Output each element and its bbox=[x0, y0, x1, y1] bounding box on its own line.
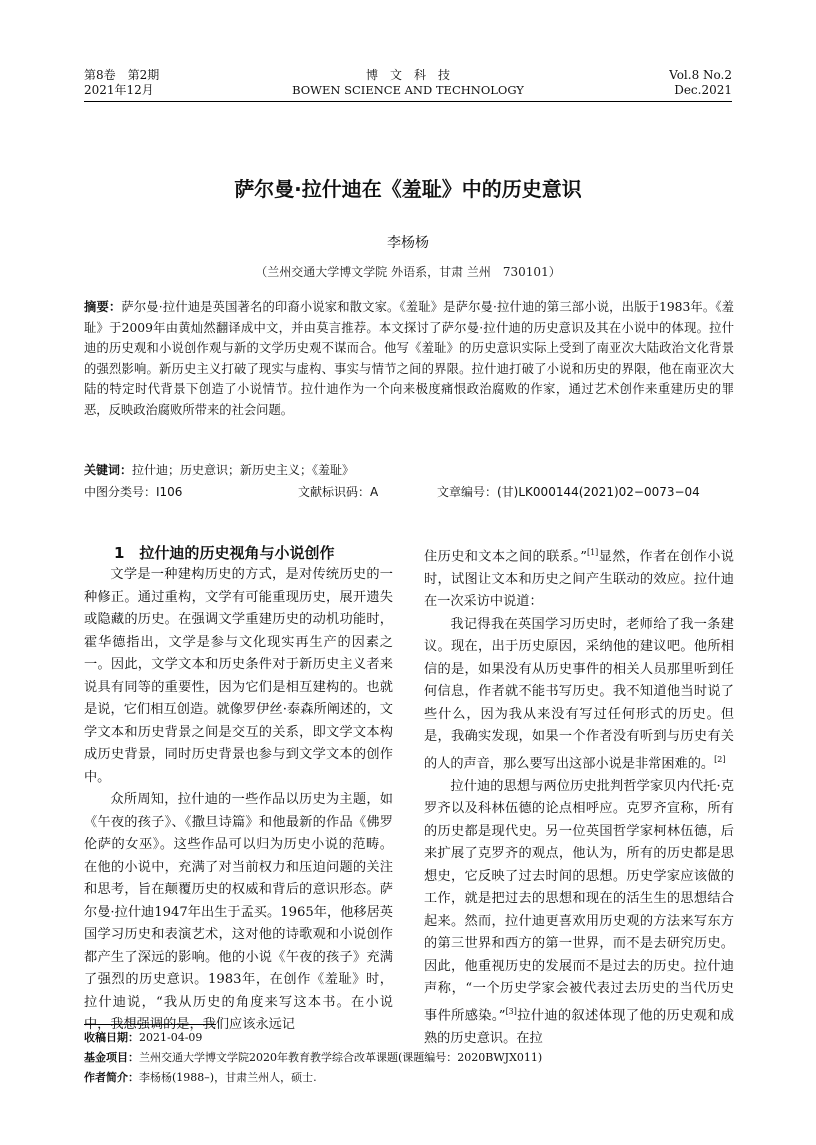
citation[interactable]: [3] bbox=[505, 1006, 517, 1016]
citation[interactable]: [2] bbox=[714, 754, 726, 764]
right-column bbox=[424, 542, 734, 1050]
journal-name: 博 文 科 技 bbox=[365, 68, 450, 82]
journal-name-en: BOWEN SCIENCE AND TECHNOLOGY bbox=[292, 83, 524, 97]
left-column bbox=[84, 542, 393, 1037]
volume-en: Vol.8 No.2 bbox=[669, 68, 732, 82]
abstract-label: 摘要： bbox=[84, 300, 122, 314]
abstract bbox=[84, 297, 734, 420]
header-rule bbox=[84, 101, 732, 102]
fund-info bbox=[84, 1050, 542, 1066]
bio-label: 作者简介： bbox=[84, 1071, 139, 1084]
keywords-text: 拉什迪；历史意识；新历史主义；《羞耻》 bbox=[132, 463, 355, 477]
paragraph-text: 拉什迪的思想与两位历史批判哲学家贝内代托·克罗齐以及科林伍德的论点相呼应。克罗齐宣称，所有的历史都是现代史。另一位英国哲学家柯林伍德，后来扩展了克罗齐的观点，他认为，所有的历史都是思想史，它反映了过去时间的思想。历史学家应该做的工作，就是把过去的思想和现在的活生生的思想结合起来。然而，拉什迪更喜欢用历史观的方法来写东方的第三世界和西方的第一世界，而不是去研究历史。因此，他重视历史的发展而不是过去的历史。拉什迪声称，“一个历史学家会被代表过去历史的当代历史事件所感染。” bbox=[424, 778, 734, 1024]
author-bio bbox=[84, 1070, 317, 1086]
affiliation: （兰州交通大学博文学院 外语系，甘肃 兰州 730101） bbox=[255, 265, 561, 279]
quote-text: 我记得我在英国学习历史时，老师给了我一条建议。现在，出于历史原因，采纳他的建议吧。他所相信的是，如果没有从历史事件的相关人员那里听到任何信息，作者就不能书写历史。我不知道他当时说了些什么，因为我从来没有写过任何形式的历史。但是，我确实发现，如果一个作者没有听到与历史有关的人的声音，那么要写出这部小说是非常困难的。 bbox=[424, 616, 734, 772]
received-date bbox=[84, 1030, 202, 1046]
bio-value: 李杨杨(1988–)，甘肃兰州人，硕士. bbox=[139, 1071, 317, 1084]
article-title: 萨尔曼·拉什迪在《羞耻》中的历史意识 bbox=[234, 177, 582, 201]
block-quote bbox=[424, 614, 734, 776]
publication-date: 2021年12月 bbox=[84, 83, 154, 97]
paragraph: 文学是一种建构历史的方式，是对传统历史的一种修正。通过重构，文学有可能重现历史，展开遗失或隐藏的历史。在强调文学重建历史的动机功能时，霍华德指出，文学是参与文化现实再生产的因素之一。因此，文学文本和历史条件对于新历史主义者来说具有同等的重要性，因为它们是相互建构的。也就是说，它们相互创造。就像罗伊丝·泰森所阐述的，文学文本和历史背景之间是交互的关系，即文学文本构成历史背景，同时历史背景也参与到文学文本的创作中。 bbox=[84, 567, 393, 785]
document-code: 文献标识码：A bbox=[298, 485, 379, 499]
fund-label: 基金项目： bbox=[84, 1051, 139, 1064]
clc-number: 中图分类号：I106 bbox=[84, 485, 183, 499]
author-name: 李杨杨 bbox=[387, 235, 429, 251]
paragraph-text: 住历史和文本之间的联系。” bbox=[424, 549, 587, 565]
keywords-label: 关键词： bbox=[84, 463, 133, 477]
abstract-text: 萨尔曼·拉什迪是英国著名的印裔小说家和散文家。《羞耻》是萨尔曼·拉什迪的第三部小说，出版于1983年。《羞耻》于2009年由黄灿然翻译成中文，并由莫言推荐。本文探讨了萨尔曼·拉什迪的历史意识及其在小说中的体现。拉什迪的历史观和小说创作观与新的文学历史观不谋而合。他写《羞耻》的历史意识实际上受到了南亚次大陆政治文化背景的强烈影响。新历史主义打破了现实与虚构、事实与情节之间的界限。拉什迪打破了小说和历史的界限，他在南亚次大陆的特定时代背景下创造了小说情节。拉什迪作为一个向来极度痛恨政治腐败的作家，通过艺术创作来重建历史的罪恶，反映政治腐败所带来的社会问题。 bbox=[84, 300, 734, 417]
volume-issue: 第8卷 第2期 bbox=[84, 68, 160, 82]
date-en: Dec.2021 bbox=[674, 83, 732, 97]
footnote-rule bbox=[84, 1024, 216, 1025]
paragraph-text: 显然，作者在创作小说时，试图让文本和历史之间产生联动的效应。拉什迪在一次采访中说道： bbox=[424, 549, 734, 610]
paragraph bbox=[424, 776, 734, 1050]
article-number: 文章编号：(甘)LK000144(2021)02−0073−04 bbox=[437, 485, 700, 499]
citation[interactable]: [1] bbox=[586, 548, 599, 557]
received-value: 2021-04-09 bbox=[139, 1031, 203, 1044]
fund-value: 兰州交通大学博文学院2020年教育教学综合改革课题(课题编号：2020BWJX011) bbox=[139, 1051, 543, 1064]
received-label: 收稿日期： bbox=[84, 1031, 139, 1044]
section-heading: 1 拉什迪的历史视角与小说创作 bbox=[114, 544, 335, 562]
paragraph: 众所周知，拉什迪的一些作品以历史为主题，如《午夜的孩子》、《撒旦诗篇》和他最新的作品《佛罗伦萨的女巫》。这些作品可以归为历史小说的范畴。在他的小说中，充满了对当前权力和压迫问题的关注和思考，旨在颠覆历史的权威和背后的意识形态。萨尔曼·拉什迪1947年出生于孟买。1965年，他移居英国学习历史和表演艺术，这对他的诗歌观和小说创作都产生了深远的影响。他的小说《午夜的孩子》充满了强烈的历史意识。1983年，在创作《羞耻》时，拉什迪说，“我从历史的角度来写这本书。在小说中，我想强调的是，我们应该永远记 bbox=[84, 792, 393, 1032]
paragraph bbox=[424, 542, 734, 614]
keywords bbox=[84, 461, 354, 478]
paragraph-text: 拉什迪的叙述体现了他的历史观和成熟的历史意识。在拉 bbox=[424, 1008, 734, 1046]
